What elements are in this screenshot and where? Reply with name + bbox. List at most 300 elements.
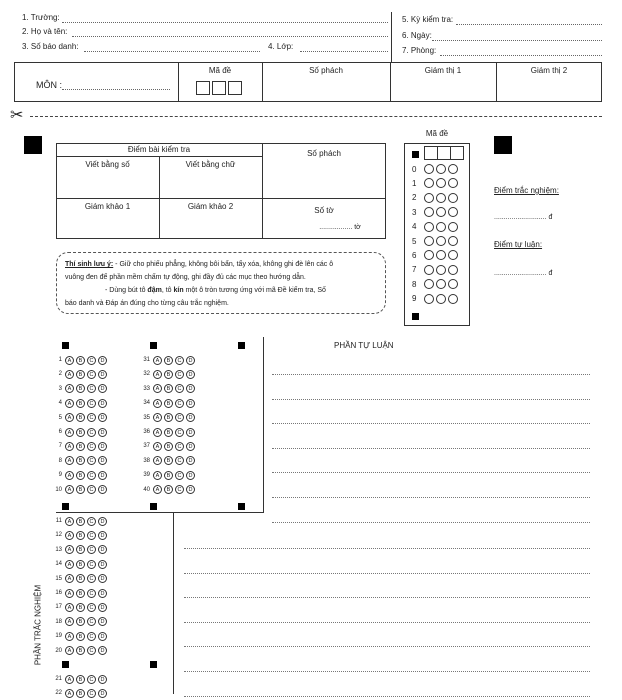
essay-line[interactable] — [184, 597, 590, 598]
essay-line[interactable] — [272, 522, 590, 523]
code-bubble[interactable] — [448, 250, 458, 260]
essay-line[interactable] — [272, 423, 590, 424]
answer-bubble[interactable]: A — [65, 413, 74, 422]
in-words-label: Viết bằng chữ — [185, 160, 236, 169]
code-bubble[interactable] — [448, 207, 458, 217]
code-row — [412, 178, 460, 188]
answer-bubble[interactable]: D — [186, 442, 195, 451]
question-row — [138, 439, 197, 453]
question-number: 14 — [55, 561, 62, 568]
answer-bubble[interactable]: C — [87, 603, 96, 612]
answer-bubble[interactable]: D — [186, 485, 195, 494]
answer-bubble[interactable]: C — [175, 384, 184, 393]
score-title: Điểm bài kiểm tra — [127, 145, 191, 154]
answer-bubble[interactable]: C — [87, 471, 96, 480]
proctor2-label: Giám thị 2 — [530, 66, 568, 75]
answer-bubble[interactable]: A — [65, 589, 74, 598]
question-number: 39 — [143, 472, 150, 479]
question-number: 4 — [58, 400, 62, 407]
school-label: 1. Trường: — [22, 13, 60, 22]
answer-bubble[interactable]: C — [175, 370, 184, 379]
exam-field[interactable] — [456, 24, 602, 25]
question-number: 33 — [143, 385, 150, 392]
answer-bubble[interactable]: A — [153, 456, 162, 465]
answer-bubble[interactable]: D — [98, 617, 107, 626]
question-number: 22 — [55, 690, 62, 697]
answer-bubble[interactable]: A — [153, 399, 162, 408]
question-row — [50, 600, 109, 614]
answer-bubble[interactable]: D — [186, 370, 195, 379]
sheets-unit[interactable]: ................. tờ — [319, 224, 361, 231]
answer-bubble[interactable]: C — [87, 356, 96, 365]
essay-line[interactable] — [272, 472, 590, 473]
question-number: 31 — [143, 357, 150, 363]
answer-bubble[interactable]: B — [76, 356, 85, 365]
question-row — [138, 411, 197, 425]
question-row — [50, 468, 109, 482]
code-bubble[interactable] — [424, 207, 434, 217]
answer-bubble[interactable]: A — [65, 399, 74, 408]
answer-bubble[interactable]: C — [175, 485, 184, 494]
answer-bubble[interactable]: C — [87, 428, 96, 437]
essay-line[interactable] — [184, 646, 590, 647]
question-number: 15 — [55, 575, 62, 582]
question-number: 17 — [55, 604, 62, 611]
answer-bubble[interactable]: D — [98, 356, 107, 365]
answer-bubble[interactable]: B — [164, 370, 173, 379]
answer-bubble[interactable]: D — [98, 442, 107, 451]
answer-bubble[interactable]: C — [87, 675, 96, 684]
code-digit: 6 — [412, 250, 417, 260]
essay-score-value[interactable]: ........................... đ — [494, 270, 553, 277]
answer-bubble[interactable]: A — [153, 428, 162, 437]
question-row — [50, 411, 109, 425]
header-divider — [391, 12, 392, 62]
answer-bubble[interactable]: D — [186, 471, 195, 480]
scissors-icon: ✂ — [10, 107, 24, 124]
code-bubble[interactable] — [424, 265, 434, 275]
answer-bubble[interactable]: A — [65, 560, 74, 569]
answer-bubble[interactable]: B — [76, 646, 85, 655]
answer-bubble[interactable]: A — [65, 517, 74, 526]
answer-bubble[interactable]: B — [164, 485, 173, 494]
grader1-label: Giám khảo 1 — [84, 202, 131, 211]
school-field[interactable] — [62, 22, 388, 23]
in-numbers-label: Viết bằng số — [85, 160, 130, 169]
mc-vertical-title: PHẦN TRẮC NGHIỆM — [33, 584, 43, 666]
answer-bubble[interactable]: A — [65, 545, 74, 554]
answer-bubble[interactable]: B — [76, 413, 85, 422]
answer-bubble[interactable]: C — [175, 456, 184, 465]
answer-bubble[interactable]: D — [98, 517, 107, 526]
answer-bubble[interactable]: D — [98, 531, 107, 540]
code-row — [412, 279, 460, 289]
answer-bubble[interactable]: D — [186, 399, 195, 408]
question-row — [50, 454, 109, 468]
code-bubble[interactable] — [448, 164, 458, 174]
question-row — [50, 367, 109, 381]
room-label: 7. Phòng: — [402, 46, 437, 55]
essay-line[interactable] — [184, 573, 590, 574]
code-bubble[interactable] — [436, 236, 446, 246]
code-bubble[interactable] — [436, 250, 446, 260]
subject-field[interactable] — [62, 89, 170, 90]
answer-bubble[interactable]: B — [76, 617, 85, 626]
answer-bubble[interactable]: C — [87, 384, 96, 393]
answer-bubble[interactable]: B — [76, 384, 85, 393]
answer-bubble[interactable]: B — [164, 399, 173, 408]
answer-bubble[interactable]: D — [98, 574, 107, 583]
question-number: 20 — [55, 647, 62, 654]
answer-bubble[interactable]: D — [98, 675, 107, 684]
answer-bubble[interactable]: A — [65, 574, 74, 583]
code-bubble[interactable] — [424, 178, 434, 188]
answer-bubble[interactable]: D — [98, 456, 107, 465]
question-number: 7 — [58, 443, 62, 450]
answer-bubble[interactable]: B — [76, 399, 85, 408]
name-field[interactable] — [72, 36, 388, 37]
code-bubble[interactable] — [424, 193, 434, 203]
answer-bubble[interactable]: B — [164, 428, 173, 437]
question-number: 21 — [55, 676, 62, 682]
question-row — [138, 468, 197, 482]
answer-bubble[interactable]: A — [65, 428, 74, 437]
answer-bubble[interactable]: C — [87, 456, 96, 465]
code-bubble[interactable] — [448, 279, 458, 289]
code-bubble[interactable] — [424, 279, 434, 289]
answer-bubble[interactable]: B — [76, 589, 85, 598]
mc-score-value[interactable]: ........................... đ — [494, 214, 553, 221]
answer-bubble[interactable]: A — [153, 442, 162, 451]
answer-bubble[interactable]: B — [76, 603, 85, 612]
answer-bubble[interactable]: C — [175, 413, 184, 422]
code-bubble[interactable] — [448, 193, 458, 203]
answer-bubble[interactable]: D — [186, 428, 195, 437]
answer-bubble[interactable]: D — [98, 689, 107, 698]
question-row — [138, 396, 197, 410]
answer-bubble[interactable]: A — [65, 384, 74, 393]
question-row — [50, 672, 109, 686]
answer-bubble[interactable]: A — [65, 456, 74, 465]
question-number: 32 — [143, 371, 150, 378]
question-number: 10 — [55, 486, 62, 493]
code-row — [412, 207, 460, 217]
code-row — [412, 236, 460, 246]
code-bubble[interactable] — [424, 250, 434, 260]
answer-bubble[interactable]: D — [98, 384, 107, 393]
code-label: Mã đề — [208, 66, 232, 75]
question-number: 16 — [55, 590, 62, 596]
note-title: Thí sinh lưu ý: — [65, 261, 114, 268]
answer-bubble[interactable]: A — [65, 675, 74, 684]
answer-bubble[interactable]: D — [186, 356, 195, 365]
question-row — [50, 572, 109, 586]
answer-bubble[interactable]: A — [65, 617, 74, 626]
code-bubble[interactable] — [436, 279, 446, 289]
note-line4: báo danh và Đáp án đúng cho từng câu trắc nghiệm. — [65, 300, 229, 307]
secret-label: Số phách — [309, 66, 343, 75]
question-number: 8 — [58, 457, 62, 464]
grader2-label: Giám khảo 2 — [187, 202, 234, 211]
answer-bubble[interactable]: B — [76, 471, 85, 480]
answer-bubble[interactable]: C — [87, 617, 96, 626]
code-bubble[interactable] — [448, 178, 458, 188]
essay-line[interactable] — [184, 548, 590, 549]
answer-bubble[interactable]: D — [98, 370, 107, 379]
answer-bubble[interactable]: B — [76, 675, 85, 684]
question-row — [50, 396, 109, 410]
question-number: 37 — [143, 443, 150, 450]
question-number: 2 — [58, 371, 62, 378]
question-row — [50, 615, 109, 629]
answer-bubble[interactable]: C — [87, 646, 96, 655]
answer-bubble[interactable]: A — [65, 531, 74, 540]
answer-bubble[interactable]: A — [65, 689, 74, 698]
question-number: 18 — [55, 618, 62, 625]
answer-bubble[interactable]: B — [76, 370, 85, 379]
answer-bubble[interactable]: D — [98, 428, 107, 437]
code-bubble[interactable] — [436, 178, 446, 188]
answer-bubble[interactable]: D — [98, 413, 107, 422]
question-row — [138, 367, 197, 381]
code-row — [412, 265, 460, 275]
sheets-label: Số tờ — [314, 206, 334, 215]
question-row — [50, 425, 109, 439]
question-row — [50, 353, 109, 367]
code-bubble[interactable] — [424, 222, 434, 232]
answer-bubble[interactable]: C — [87, 545, 96, 554]
question-number: 34 — [143, 400, 150, 407]
code-bubble[interactable] — [424, 164, 434, 174]
essay-line[interactable] — [184, 696, 590, 697]
question-row — [50, 439, 109, 453]
question-number: 13 — [55, 546, 62, 553]
subject-label: MÔN : — [36, 80, 62, 90]
answer-bubble[interactable]: B — [76, 517, 85, 526]
essay-line[interactable] — [184, 622, 590, 623]
code-bubble[interactable] — [448, 222, 458, 232]
answer-bubble[interactable]: B — [76, 485, 85, 494]
answer-bubble[interactable]: A — [153, 471, 162, 480]
class-label: 4. Lớp: — [268, 42, 294, 51]
code-bubble[interactable] — [436, 207, 446, 217]
answer-bubble[interactable]: D — [98, 603, 107, 612]
code-bubble[interactable] — [424, 236, 434, 246]
answer-bubble[interactable]: B — [76, 545, 85, 554]
essay-line[interactable] — [272, 374, 590, 375]
cut-line — [30, 116, 602, 117]
question-number: 36 — [143, 429, 150, 435]
answer-bubble[interactable]: C — [175, 428, 184, 437]
code-row — [412, 164, 460, 174]
answer-bubble[interactable]: A — [65, 646, 74, 655]
answer-bubble[interactable]: A — [65, 356, 74, 365]
answer-bubble[interactable]: A — [153, 356, 162, 365]
answer-bubble[interactable]: D — [98, 485, 107, 494]
question-row — [50, 528, 109, 542]
question-row — [50, 629, 109, 643]
answer-bubble[interactable]: B — [164, 413, 173, 422]
date-label: 6. Ngày: — [402, 31, 432, 40]
question-row — [50, 557, 109, 571]
exam-label: 5. Kỳ kiểm tra: — [402, 15, 454, 24]
answer-bubble[interactable]: D — [98, 589, 107, 598]
question-number: 19 — [55, 633, 62, 640]
question-number: 9 — [58, 472, 62, 479]
answer-bubble[interactable]: C — [87, 517, 96, 526]
answer-bubble[interactable]: C — [175, 442, 184, 451]
answer-bubble[interactable]: A — [65, 485, 74, 494]
question-number: 12 — [55, 532, 62, 539]
class-field[interactable] — [300, 51, 388, 52]
note-box: Thí sinh lưu ý: - Giữ cho phiếu phẳng, không bôi bẩn, tẩy xóa, không ghi đè lên các ô vuông đen để phần mềm chấm tự động, ghi đầy đủ các mục theo hướng dẫn. - Dùng bút tô đậm, tô kín một ô tròn tương ứng với mã Đề kiểm tra, Số báo danh và Đáp án đúng cho từng câu trắc nghiệm. — [56, 252, 386, 314]
answer-bubble[interactable]: B — [76, 442, 85, 451]
answer-bubble[interactable]: B — [76, 428, 85, 437]
answer-bubble[interactable]: B — [164, 442, 173, 451]
secret-label-2: Số phách — [307, 149, 341, 158]
code-row — [412, 250, 460, 260]
code-bubble[interactable] — [448, 236, 458, 246]
anchor-square — [24, 136, 42, 154]
answer-bubble[interactable]: C — [87, 632, 96, 641]
answer-bubble[interactable]: C — [87, 442, 96, 451]
question-number: 35 — [143, 414, 150, 421]
answer-bubble[interactable]: A — [153, 413, 162, 422]
code-bubble[interactable] — [436, 193, 446, 203]
code-bubble[interactable] — [448, 294, 458, 304]
code-row — [412, 294, 460, 304]
answer-bubble[interactable]: C — [87, 574, 96, 583]
answer-bubble[interactable]: C — [87, 531, 96, 540]
answer-bubble[interactable]: D — [98, 560, 107, 569]
code-digit: 8 — [412, 279, 417, 289]
answer-bubble[interactable]: C — [175, 356, 184, 365]
code-bubble[interactable] — [424, 294, 434, 304]
answer-bubble[interactable]: C — [87, 560, 96, 569]
answer-bubble[interactable]: D — [98, 399, 107, 408]
code-digit: 4 — [412, 222, 417, 232]
answer-bubble[interactable]: B — [164, 356, 173, 365]
question-number: 3 — [58, 385, 62, 392]
sbd-field[interactable] — [84, 51, 260, 52]
answer-bubble[interactable]: B — [76, 560, 85, 569]
proctor1-label: Giám thị 1 — [424, 66, 462, 75]
essay-score-label: Điểm tự luận: — [494, 240, 543, 249]
answer-bubble[interactable]: B — [164, 456, 173, 465]
code-digit: 1 — [412, 178, 417, 188]
answer-bubble[interactable]: C — [87, 589, 96, 598]
answer-bubble[interactable]: A — [153, 485, 162, 494]
anchor-square — [494, 136, 512, 154]
name-label: 2. Họ và tên: — [22, 27, 68, 36]
question-row — [138, 353, 197, 367]
answer-bubble[interactable]: D — [98, 471, 107, 480]
code-bubble[interactable] — [436, 164, 446, 174]
answer-bubble[interactable]: A — [153, 384, 162, 393]
answer-bubble[interactable]: D — [98, 545, 107, 554]
answer-bubble[interactable]: A — [65, 370, 74, 379]
answer-bubble[interactable]: A — [65, 442, 74, 451]
code-boxes[interactable] — [196, 81, 244, 97]
code-grid-title: Mã đề — [425, 129, 449, 138]
essay-line[interactable] — [184, 671, 590, 672]
note-line2: vuông đen để phần mềm chấm tự động, ghi đầy đủ các mục theo hướng dẫn. — [65, 274, 306, 281]
question-row — [50, 686, 109, 700]
answer-bubble[interactable]: B — [76, 531, 85, 540]
code-bubble[interactable] — [448, 265, 458, 275]
question-row — [138, 382, 197, 396]
note-line1: - Giữ cho phiếu phẳng, không bôi bẩn, tẩy xóa, không ghi đè lên các ô — [113, 261, 334, 268]
answer-bubble[interactable]: D — [186, 413, 195, 422]
answer-bubble[interactable]: A — [65, 603, 74, 612]
answer-bubble[interactable]: B — [76, 574, 85, 583]
answer-bubble[interactable]: C — [87, 689, 96, 698]
answer-bubble[interactable]: C — [87, 485, 96, 494]
question-number: 5 — [58, 414, 62, 421]
code-digit: 3 — [412, 207, 417, 217]
answer-bubble[interactable]: A — [153, 370, 162, 379]
answer-bubble[interactable]: C — [175, 471, 184, 480]
answer-bubble[interactable]: D — [98, 646, 107, 655]
code-row — [412, 193, 460, 203]
date-field[interactable] — [432, 40, 602, 41]
answer-bubble[interactable]: D — [186, 456, 195, 465]
question-row — [50, 483, 109, 497]
question-row — [50, 382, 109, 396]
question-number: 38 — [143, 457, 150, 464]
question-number: 40 — [143, 486, 150, 493]
essay-line[interactable] — [272, 448, 590, 449]
answer-bubble[interactable]: C — [87, 370, 96, 379]
answer-bubble[interactable]: B — [164, 384, 173, 393]
question-number: 11 — [55, 518, 62, 524]
answer-bubble[interactable]: C — [175, 399, 184, 408]
mc-score-label: Điểm trắc nghiệm: — [494, 186, 559, 195]
answer-bubble[interactable]: C — [87, 413, 96, 422]
question-row — [138, 425, 197, 439]
question-row — [50, 543, 109, 557]
essay-line[interactable] — [272, 399, 590, 400]
code-digit: 0 — [412, 164, 417, 174]
room-field[interactable] — [440, 55, 602, 56]
answer-bubble[interactable]: A — [65, 632, 74, 641]
code-digit: 5 — [412, 236, 417, 246]
question-row — [138, 483, 197, 497]
essay-line[interactable] — [272, 497, 590, 498]
question-row — [138, 454, 197, 468]
answer-bubble[interactable]: D — [98, 632, 107, 641]
code-bubble[interactable] — [436, 265, 446, 275]
question-row — [50, 586, 109, 600]
code-digit: 9 — [412, 294, 417, 304]
question-number: 6 — [58, 429, 62, 435]
code-bubble[interactable] — [436, 294, 446, 304]
essay-title: PHẦN TỰ LUẬN — [334, 341, 394, 350]
answer-bubble[interactable]: D — [186, 384, 195, 393]
code-digit: 2 — [412, 193, 417, 203]
question-row — [50, 514, 109, 528]
answer-bubble[interactable]: A — [65, 471, 74, 480]
answer-bubble[interactable]: B — [164, 471, 173, 480]
answer-bubble[interactable]: C — [87, 399, 96, 408]
question-number: 1 — [58, 357, 62, 363]
sbd-label: 3. Số báo danh: — [22, 42, 79, 51]
code-bubble[interactable] — [436, 222, 446, 232]
answer-bubble[interactable]: B — [76, 456, 85, 465]
answer-bubble[interactable]: B — [76, 632, 85, 641]
answer-bubble[interactable]: B — [76, 689, 85, 698]
question-row — [50, 644, 109, 658]
